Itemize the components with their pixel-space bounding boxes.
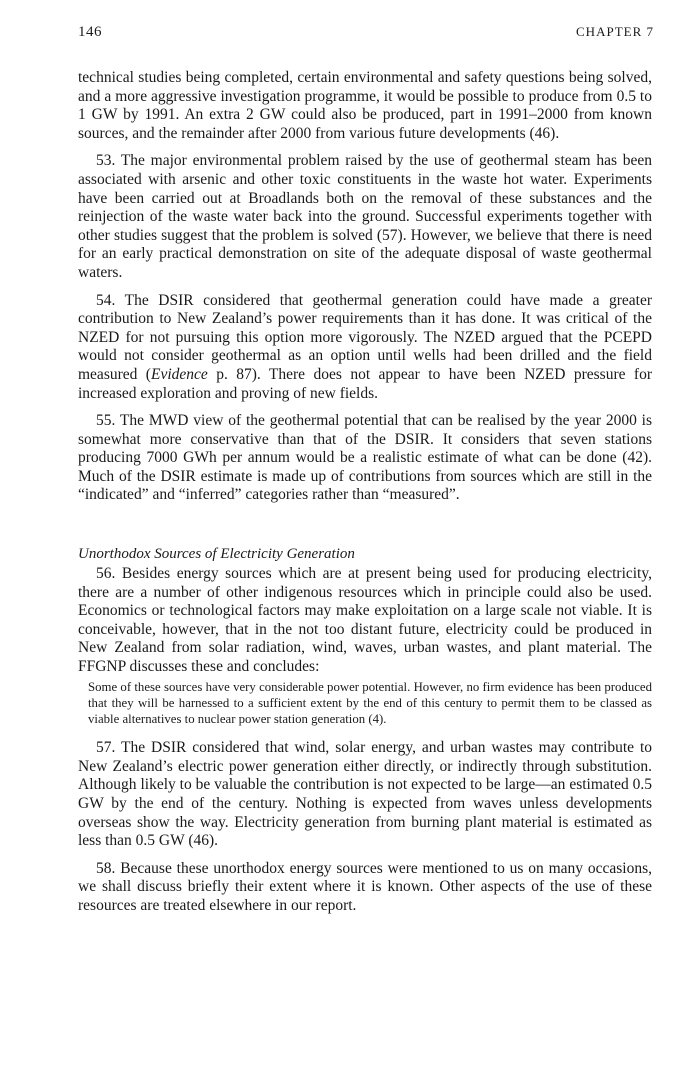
document-page bbox=[78, 24, 652, 916]
paragraph-56: 56. Besides energy sources which are at present being used for producing electricity, there are a number of other indigenous resources which in principle could also be used. Economics or technological factors may make exploitation on a large scale not viable. It is conceivable, however, that in the not too distant future, electricity could be produced in New Zealand from solar radiation, wind, waves, urban wastes, and plant material. The FFGNP discusses these and concludes: bbox=[78, 565, 652, 676]
section-heading: Unorthodox Sources of Electricity Generation bbox=[78, 546, 355, 563]
paragraph-58: 58. Because these unorthodox energy sources were mentioned to us on many occasions, we shall discuss briefly their extent where it is known. Other aspects of the use of these resources are treated elsewhere in our report. bbox=[78, 859, 652, 914]
paragraph-53: 53. The major environmental problem raised by the use of geothermal steam has been associated with arsenic and other toxic constituents in the waste hot water. Experiments have been carried out at Broadlands both on the removal of these substances and the reinjection of the waste water back into the ground. Successful experiments together with other studies suggest that the problem is solved (57). However, we believe that there is need for an early practical demonstration on site of the adequate disposal of waste geothermal waters. bbox=[78, 152, 652, 281]
section-unorthodox-sources bbox=[78, 545, 652, 727]
ffgnp-quotation: Some of these sources have very considerable power potential. However, no firm evidence has been produced that they will be harnessed to a sufficient extent by the end of this century to permit them to be classed as viable alternatives to nuclear power station generation (4). bbox=[88, 679, 652, 727]
paragraph-54-text-start: 54. The DSIR considered that geothermal generation could have made a greater contribution to New Zealand’s power requirements than it has done. It was critical of the NZED for not pursuing this option more vigorously. The NZED argued that the PCEPD would not consider geothermal as an option until wells had been drilled and the field measured ( bbox=[78, 291, 652, 383]
paragraph-57: 57. The DSIR considered that wind, solar energy, and urban wastes may contribute to New Zealand’s electric power generation either directly, or indirectly through substitution. Although likely to be valuable the contribution is not expected to be large—an estimated 0.5 GW by the end of the century. Nothing is expected from waves unless developments overseas show the way. Electricity generation from burning plant material is estimated as less than 0.5 GW (46). bbox=[78, 739, 652, 850]
chapter-label: CHAPTER 7 bbox=[576, 24, 654, 39]
paragraph-52-continued: technical studies being completed, certain environmental and safety questions being solved, and a more aggressive investigation programme, it would be possible to produce from 0.5 to 1 GW by 1991. An extra 2 GW could also be produced, part in 1991–2000 from known sources, and the remainder after 2000 from various future developments (46). bbox=[78, 69, 652, 142]
evidence-citation: Evidence bbox=[150, 365, 208, 383]
paragraph-54-text-end: p. 87). There does not appear to have been NZED pressure for increased exploration and proving of new fields. bbox=[78, 365, 652, 402]
page-number: 146 bbox=[78, 24, 102, 40]
page-body bbox=[78, 69, 652, 916]
page-header bbox=[78, 24, 652, 60]
paragraph-55: 55. The MWD view of the geothermal potential that can be realised by the year 2000 is somewhat more conservative than that of the DSIR. It considers that seven stations producing 7000 GWh per annum would be a realistic estimate of what can be done (42). Much of the DSIR estimate is made up of contributions from sources which are still in the “indicated” and “inferred” categories rather than “measured”. bbox=[78, 412, 652, 504]
paragraph-54 bbox=[78, 292, 652, 404]
